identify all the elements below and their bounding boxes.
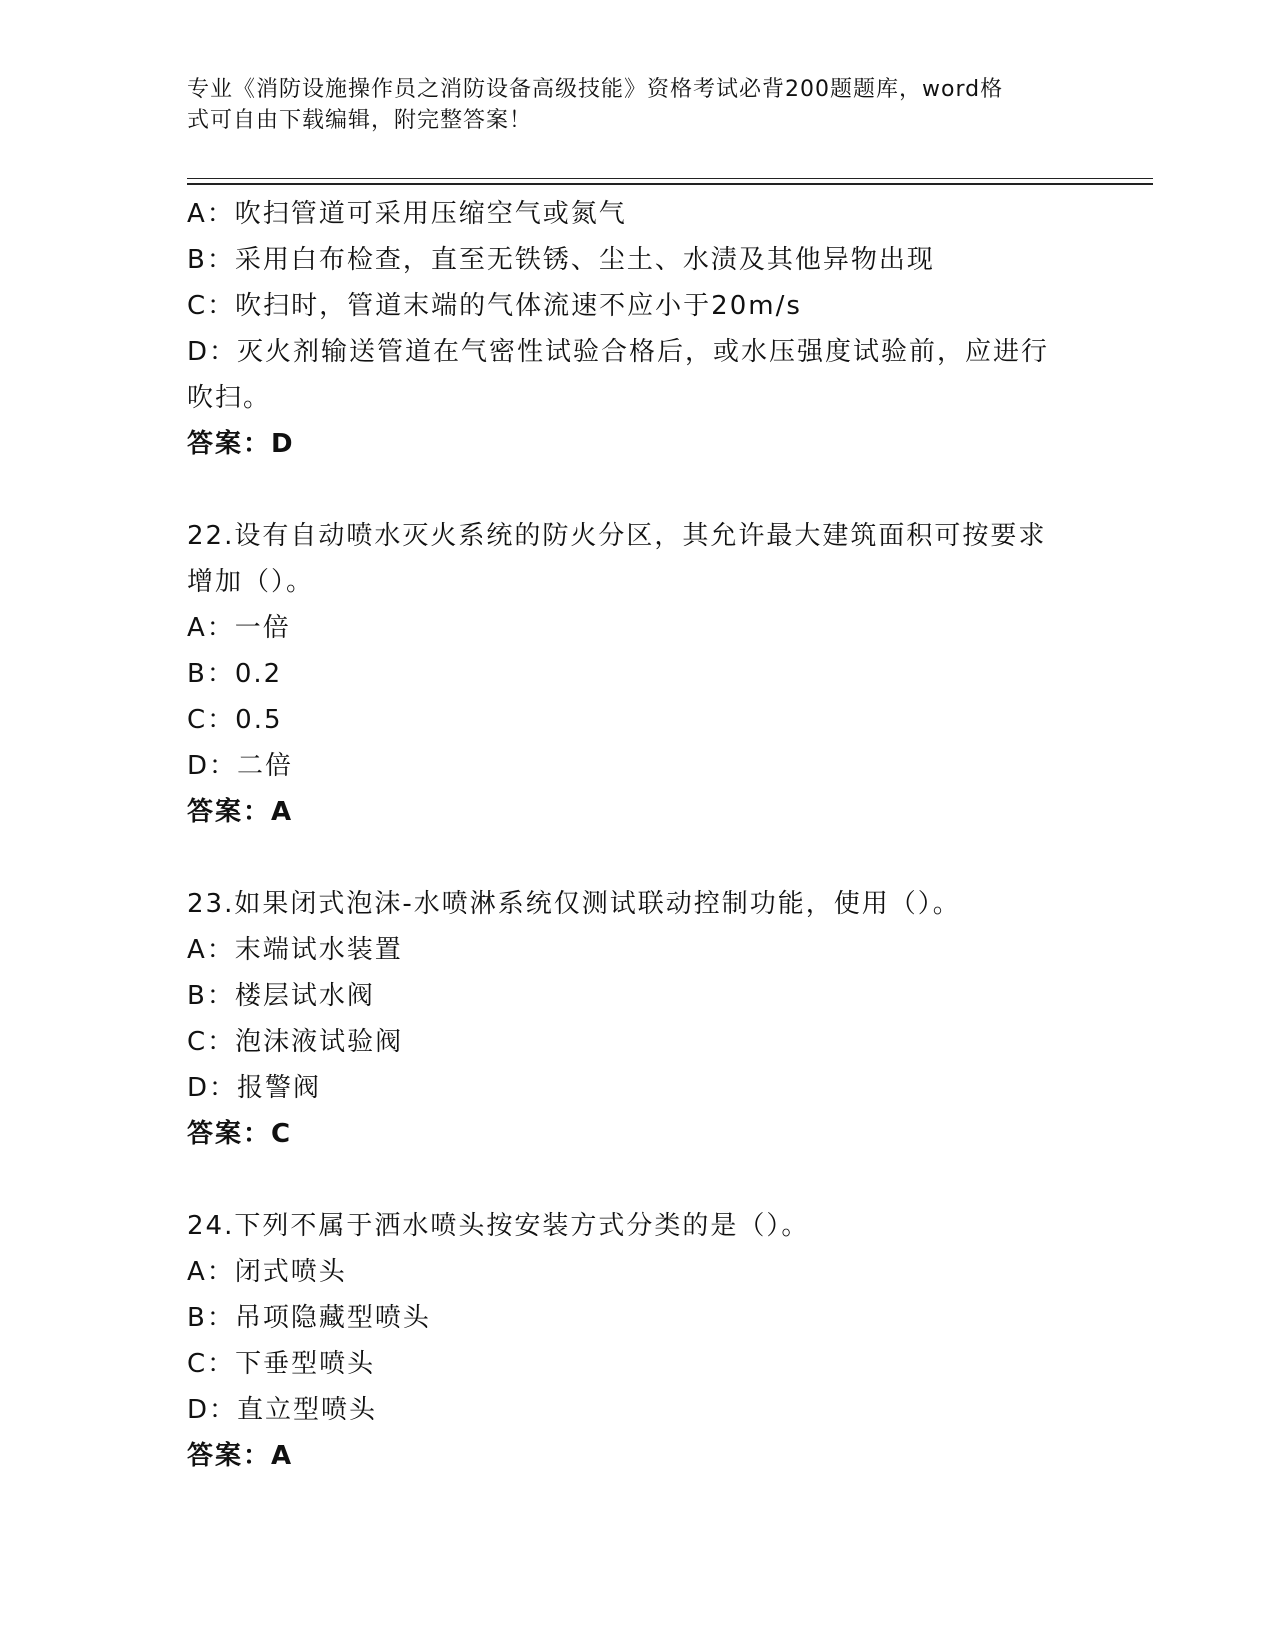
option-b: B：采用白布检查，直至无铁锈、尘土、水渍及其他异物出现 <box>187 245 935 275</box>
question-stem-continued: 增加（）。 <box>187 567 315 597</box>
option-c: C：泡沫液试验阀 <box>187 1027 404 1057</box>
question-stem: 24.下列不属于洒水喷头按安装方式分类的是（）。 <box>187 1211 810 1241</box>
spacer <box>187 835 1087 881</box>
option-c: C：下垂型喷头 <box>187 1349 376 1379</box>
header-line-1: 专业《消防设施操作员之消防设备高级技能》资格考试必背200题题库，word格 <box>187 77 1004 102</box>
question-stem: 23.如果闭式泡沫-水喷淋系统仅测试联动控制功能，使用（）。 <box>187 889 961 919</box>
option-a: A：末端试水装置 <box>187 935 403 965</box>
option-a: A：吹扫管道可采用压缩空气或氮气 <box>187 199 627 229</box>
option-d: D：二倍 <box>187 751 294 781</box>
spacer <box>187 467 1087 513</box>
option-c: C：吹扫时，管道末端的气体流速不应小于20m/s <box>187 291 802 321</box>
question-stem: 22.设有自动喷水灭火系统的防火分区，其允许最大建筑面积可按要求 <box>187 521 1047 551</box>
question-block-23 <box>187 881 1087 1157</box>
header-divider-thin <box>187 178 1153 179</box>
question-block-22 <box>187 513 1087 835</box>
header-divider-thick <box>187 183 1153 185</box>
spacer <box>187 1157 1087 1203</box>
option-d: D：报警阀 <box>187 1073 322 1103</box>
option-b: B：楼层试水阀 <box>187 981 375 1011</box>
question-block-24 <box>187 1203 1087 1479</box>
option-a: A：闭式喷头 <box>187 1257 347 1287</box>
option-b: B：吊项隐藏型喷头 <box>187 1303 431 1333</box>
document-header <box>187 74 1067 136</box>
header-line-2: 式可自由下载编辑，附完整答案！ <box>187 108 533 133</box>
option-b: B：0.2 <box>187 659 283 689</box>
answer-label: 答案：A <box>187 797 294 827</box>
option-d-continued: 吹扫。 <box>187 383 272 413</box>
option-c: C：0.5 <box>187 705 283 735</box>
answer-label: 答案：A <box>187 1441 294 1471</box>
question-block-21 <box>187 191 1087 467</box>
question-list <box>187 191 1087 1479</box>
option-d: D：灭火剂输送管道在气密性试验合格后，或水压强度试验前，应进行 <box>187 337 1050 367</box>
option-a: A：一倍 <box>187 613 291 643</box>
option-d: D：直立型喷头 <box>187 1395 378 1425</box>
answer-label: 答案：D <box>187 429 295 459</box>
answer-label: 答案：C <box>187 1119 293 1149</box>
